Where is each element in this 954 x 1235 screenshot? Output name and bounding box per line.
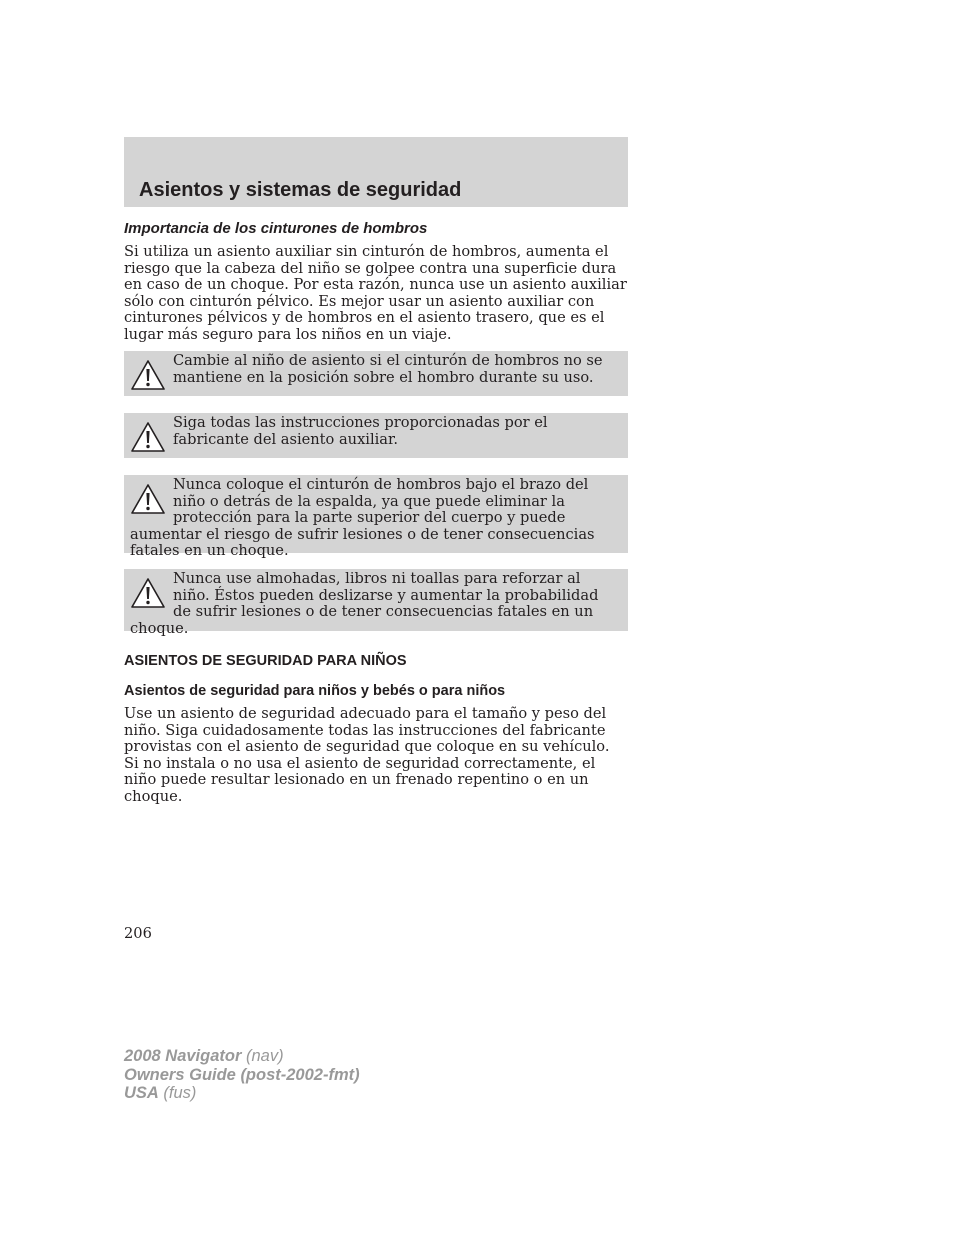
chapter-title: Asientos y sistemas de seguridad <box>139 179 462 201</box>
warning-box-2 <box>124 413 628 458</box>
warning-triangle-icon <box>130 577 166 609</box>
footer-line-1 <box>124 1047 360 1066</box>
footer-guide: Owners Guide (post-2002-fmt) <box>124 1065 360 1084</box>
subsection-heading-child-seats: Asientos de seguridad para niños y bebés o para niños <box>124 683 506 699</box>
footer-model-code: (nav) <box>241 1047 284 1065</box>
warning-box-3 <box>124 475 628 559</box>
section-child-seats <box>124 682 628 805</box>
footer-model: 2008 Navigator <box>124 1047 242 1065</box>
footer-market-code: (fus) <box>158 1084 197 1102</box>
warning-triangle-icon <box>130 359 166 391</box>
section-shoulder-belts <box>124 220 628 343</box>
footer-line-3 <box>124 1084 360 1103</box>
page-number: 206 <box>124 925 152 942</box>
warning-text-3: Nunca coloque el cinturón de hombros bajo el brazo del niño o detrás de la espalda, ya que puede eliminar la protección para la parte superior del cuerpo y puede aumentar el riesgo de sufrir lesiones o de tener consecuencias fatales en un choque. <box>130 476 595 559</box>
warning-triangle-icon <box>130 421 166 453</box>
chapter-header-band <box>124 137 628 207</box>
section-paragraph-child-seats: Use un asiento de seguridad adecuado para el tamaño y peso del niño. Siga cuidadosamente todas las instrucciones del fabricante provistas con el asiento de seguridad que coloque en su vehículo. Si no instala o no usa el asiento de seguridad correctamente, el niño puede resultar lesionado en un frenado repentino o en un choque. <box>124 705 610 805</box>
warning-triangle-icon <box>130 483 166 515</box>
footer-line-2 <box>124 1066 360 1085</box>
section-heading-child-seats: ASIENTOS DE SEGURIDAD PARA NIÑOS <box>124 653 407 669</box>
warning-box-1 <box>124 351 628 396</box>
section-heading-shoulder-belts: Importancia de los cinturones de hombros <box>124 220 428 237</box>
warning-text-2: Siga todas las instrucciones proporcionadas por el fabricante del asiento auxiliar. <box>173 414 548 448</box>
document-footer <box>124 1047 360 1103</box>
footer-market: USA <box>124 1084 159 1102</box>
warning-box-4 <box>124 569 628 637</box>
warning-text-4: Nunca use almohadas, libros ni toallas para reforzar al niño. Éstos pueden deslizarse y aumentar la probabilidad de sufrir lesiones o de tener consecuencias fatales en un choque. <box>130 570 599 637</box>
warning-text-1: Cambie al niño de asiento si el cinturón de hombros no se mantiene en la posición sobre el hombro durante su uso. <box>173 352 603 386</box>
section-paragraph-shoulder-belts: Si utiliza un asiento auxiliar sin cinturón de hombros, aumenta el riesgo que la cabeza del niño se golpee contra una superficie dura en caso de un choque. Por esta razón, nunca use un asiento auxiliar sólo con cinturón pélvico. Es mejor usar un asiento auxiliar con cinturones pélvicos y de hombros en el asiento trasero, que es el lugar más seguro para los niños en un viaje. <box>124 243 627 343</box>
